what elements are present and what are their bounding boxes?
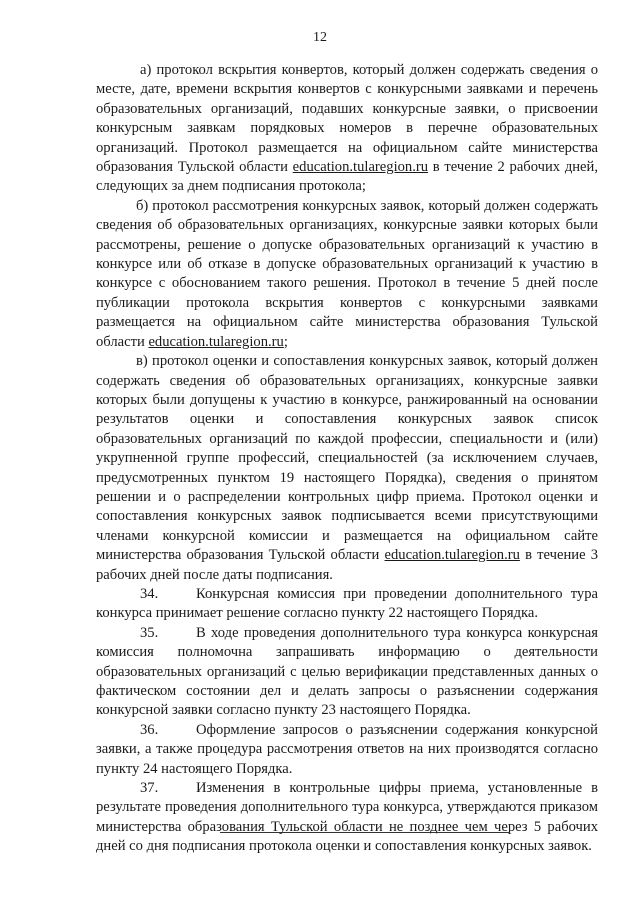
paragraph-c-tail: в течение 3 рабочих дней после даты подписания. <box>96 547 599 583</box>
paragraph-37 <box>96 779 598 857</box>
paragraph-a-tail: в течение 2 рабочих дней, следующих за днем подписания протокола; <box>96 159 598 195</box>
paragraph-b-tail: ; <box>283 333 288 350</box>
paragraph-35 <box>96 624 598 721</box>
paragraph-number: 35. <box>140 624 159 641</box>
paragraph-34-text: Конкурсная комиссия при проведении дополнительного тура конкурса принимает решение согласно пункту 22 настоящего Порядка. <box>96 585 598 622</box>
paragraph-c-text: в) протокол оценки и сопоставления конкурсных заявок, который должен содержать сведения об образовательных организациях, конкурсные заявки которых были допущены к участию в конкурсе, ранжированный на основании результатов оценки и сопоставления конкурсных заявок список образовательных организаций по каждой профессии, специальности и (или) укрупненной группе профессий, специальностей (за исключением случаев, предусмотренных пунктом 19 настоящего Порядка), сведения о принятом решении и о распределении контрольных цифр приема. Протокол оценки и сопоставления конкурсных заявок подписывается всеми присутствующими членами конкурсной комиссии и размещается на официальном сайте министерства образования Тульской области <box>96 353 598 564</box>
paragraph-number: 36. <box>140 721 159 738</box>
education-site-link[interactable]: education.tularegion.ru <box>292 159 429 176</box>
paragraph-number: 37. <box>140 780 159 797</box>
document-body <box>96 61 598 857</box>
paragraph-a <box>96 61 598 197</box>
paragraph-37-text: Изменения в контрольные цифры приема, установленные в результате проведения дополнительного тура конкурса, утверждаются приказом министерства образования Тульской области не позднее чем через 5 рабочих дней со дня подписания протокола оценки и сопоставления конкурсных заявок. <box>96 780 598 855</box>
paragraph-36 <box>96 721 598 779</box>
page-number: 12 <box>313 30 327 45</box>
paragraph-b-text: б) протокол рассмотрения конкурсных заявок, который должен содержать сведения об образовательных организациях, конкурсные заявки которых были рассмотрены, решение о допуске образовательных организаций к участию в конкурсе или об отказе в допуске образовательных организаций к участию в конкурсе с обоснованием такого решения. Протокол в течение 5 дней после публикации протокола вскрытия конвертов с конкурсными заявками размещается на официальном сайте министерства образования Тульской области <box>96 197 598 350</box>
paragraph-36-text: Оформление запросов о разъяснении содержания конкурсной заявки, а также процедура рассмотрения ответов на них производятся согласно пункту 24 настоящего Порядка. <box>96 721 598 777</box>
end-of-document-rule <box>220 832 510 833</box>
paragraph-34 <box>96 585 598 624</box>
paragraph-number: 34. <box>140 585 159 602</box>
education-site-link[interactable]: education.tularegion.ru <box>384 547 520 564</box>
paragraph-35-text: В ходе проведения дополнительного тура конкурса конкурсная комиссия полномочна запрашивать информацию о деятельности образовательных организаций с целью верификации представленных данных о фактическом состоянии дел и делать запросы о разъяснении содержания конкурсной заявки согласно пункту 23 настоящего Порядка. <box>96 624 598 719</box>
paragraph-b <box>96 197 598 352</box>
education-site-link[interactable]: education.tularegion.ru <box>148 333 284 350</box>
paragraph-c <box>96 352 598 585</box>
paragraph-a-text: а) протокол вскрытия конвертов, который должен содержать сведения о месте, дате, времени вскрытия конвертов с конкурсными заявками и перечень образовательных организаций, подавших конкурсные заявки, о присвоении конкурсным заявкам порядковых номеров в перечне образовательных организаций. Протокол размещается на официальном сайте министерства образования Тульской области <box>96 62 598 176</box>
